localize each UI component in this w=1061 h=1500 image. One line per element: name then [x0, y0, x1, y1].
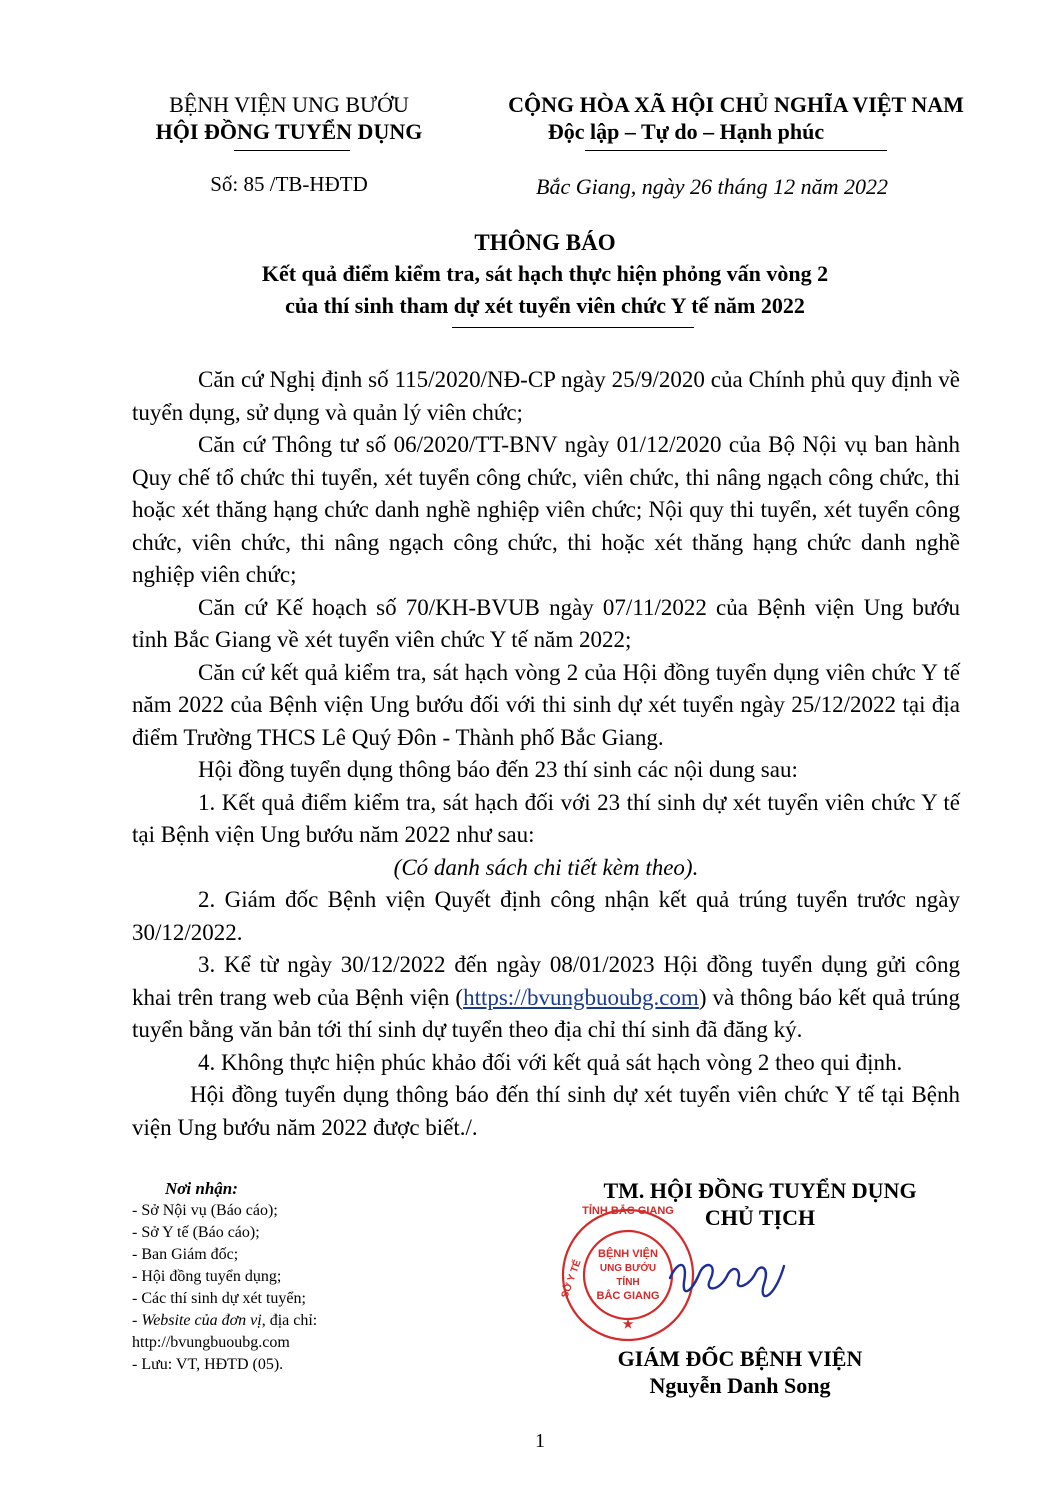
- department-name: HỘI ĐỒNG TUYỂN DỤNG: [155, 119, 423, 144]
- nation-motto: Độc lập – Tự do – Hạnh phúc: [547, 119, 825, 144]
- official-seal: [560, 1200, 820, 1350]
- recipient-item: - Sở Y tế (Báo cáo);: [132, 1224, 260, 1241]
- paragraph-closing: Hội đồng tuyển dụng thông báo đến thí sinh dự xét tuyển viên chức Y tế tại Bệnh viện Ung bướu năm 2022 được biết./.: [132, 1082, 960, 1140]
- document-subtitle-1: Kết quả điểm kiểm tra, sát hạch thực hiện phỏng vấn vòng 2: [261, 261, 829, 286]
- document-subtitle-2: của thí sinh tham dự xét tuyển viên chức Y tế năm 2022: [285, 293, 805, 318]
- seal-line-2: UNG BƯỚU: [599, 1263, 657, 1274]
- seal-inner-ring: [584, 1231, 672, 1319]
- header-right-underline: [585, 150, 887, 151]
- signature-org: TM. HỘI ĐỒNG TUYỂN DỤNG: [603, 1178, 917, 1203]
- paragraph-attachment-note: (Có danh sách chi tiết kèm theo).: [393, 854, 699, 880]
- recipient-item: - Ban Giám đốc;: [132, 1246, 239, 1263]
- document-number: Số: 85 /TB-HĐTD: [210, 172, 368, 196]
- website-link[interactable]: https://bvungbuoubg.com: [463, 984, 699, 1010]
- seal-line-3: TỈNH: [616, 1277, 640, 1288]
- item-3-text-start: 3. Kể từ ngày 30/12/2022 đến ngày 08/01/2023 Hội đồng tuyển dụng gửi công khai trên trang web của Bệnh viện (: [132, 952, 960, 1010]
- recipient-archive: - Lưu: VT, HĐTD (05).: [132, 1356, 284, 1373]
- signer-position: GIÁM ĐỐC BỆNH VIỆN: [617, 1346, 863, 1371]
- signature-scribble: [670, 1265, 784, 1296]
- signer-name: Nguyễn Danh Song: [649, 1373, 831, 1398]
- recipients-list: [132, 1178, 392, 1376]
- paragraph-legal-basis-2: Căn cứ Thông tư số 06/2020/TT-BNV ngày 01/12/2020 của Bộ Nội vụ ban hành Quy chế tổ chức thi tuyển, xét tuyển công chức, viên chức, thi nâng ngạch công chức, thi hoặc xét thăng hạng chức danh nghề nghiệp viên chức; Nội quy thi tuyển, xét tuyển công chức, viên chức, thi nâng ngạch công chức, thi hoặc xét thăng hạng chức danh nghề nghiệp viên chức;: [132, 432, 960, 587]
- date-line: Bắc Giang, ngày 26 tháng 12 năm 2022: [536, 174, 888, 199]
- paragraph-item-3: [132, 949, 960, 1047]
- document-title: THÔNG BÁO: [474, 230, 616, 255]
- paragraph-item-2: 2. Giám đốc Bệnh viện Quyết định công nhận kết quả trúng tuyển trước ngày 30/12/2022.: [132, 887, 960, 945]
- website-prefix: -: [132, 1312, 142, 1329]
- seal-top-text: TỈNH BẮC GIANG: [582, 1205, 674, 1217]
- website-suffix: , địa chỉ:: [261, 1312, 318, 1329]
- paragraph-item-1: 1. Kết quả điểm kiểm tra, sát hạch đối với 23 thí sinh dự xét tuyển viên chức Y tế tại Bệnh viện Ung bướu năm 2022 như sau:: [132, 789, 960, 847]
- paragraph-notice-intro: Hội đồng tuyển dụng thông báo đến 23 thí sinh các nội dung sau:: [198, 757, 798, 782]
- seal-line-1: BỆNH VIỆN: [598, 1248, 658, 1260]
- recipients-title: Nơi nhận:: [165, 1179, 238, 1198]
- seal-line-4: BẮC GIANG: [596, 1290, 660, 1302]
- seal-star-icon: ★: [622, 1317, 634, 1331]
- paragraph-item-4: 4. Không thực hiện phúc khảo đối với kết quả sát hạch vòng 2 theo qui định.: [198, 1049, 903, 1075]
- recipient-website-url: http://bvungbuoubg.com: [132, 1334, 290, 1351]
- page-number: 1: [535, 1430, 545, 1452]
- document-body: [132, 364, 960, 1144]
- recipient-item: - Hội đồng tuyển dụng;: [132, 1268, 282, 1285]
- paragraph-legal-basis-3: Căn cứ Kế hoạch số 70/KH-BVUB ngày 07/11/2022 của Bệnh viện Ung bướu tỉnh Bắc Giang về xét tuyển viên chức Y tế năm 2022;: [132, 594, 960, 652]
- organization-name: BỆNH VIỆN UNG BƯỚU: [169, 92, 409, 117]
- recipient-item: - Sở Nội vụ (Báo cáo);: [132, 1202, 278, 1219]
- signature-role: CHỦ TỊCH: [704, 1205, 816, 1230]
- recipient-item: - Các thí sinh dự xét tuyển;: [132, 1290, 306, 1307]
- paragraph-legal-basis-4: Căn cứ kết quả kiểm tra, sát hạch vòng 2 của Hội đồng tuyển dụng viên chức Y tế năm 2022 của Bệnh viện Ung bướu đối với thi sinh dự xét tuyển ngày 25/12/2022 tại địa điểm Trường THCS Lê Quý Đôn - Thành phố Bắc Giang.: [132, 659, 960, 750]
- website-label: Website của đơn vị: [141, 1312, 262, 1329]
- paragraph-legal-basis-1: Căn cứ Nghị định số 115/2020/NĐ-CP ngày 25/9/2020 của Chính phủ quy định về tuyển dụng, sử dụng và quản lý viên chức;: [132, 367, 960, 425]
- item-3-text-end: ) và thông báo kết quả trúng tuyển bằng văn bản tới thí sinh dự tuyển theo địa chỉ thí sinh đã đăng ký.: [132, 984, 960, 1042]
- nation-title: CỘNG HÒA XÃ HỘI CHỦ NGHĨA VIỆT NAM: [508, 92, 964, 117]
- seal-left-text: SỞ Y TẾ: [560, 1258, 584, 1300]
- title-underline: [452, 327, 694, 328]
- header-left-underline: [234, 150, 350, 151]
- recipient-website: [132, 1310, 392, 1332]
